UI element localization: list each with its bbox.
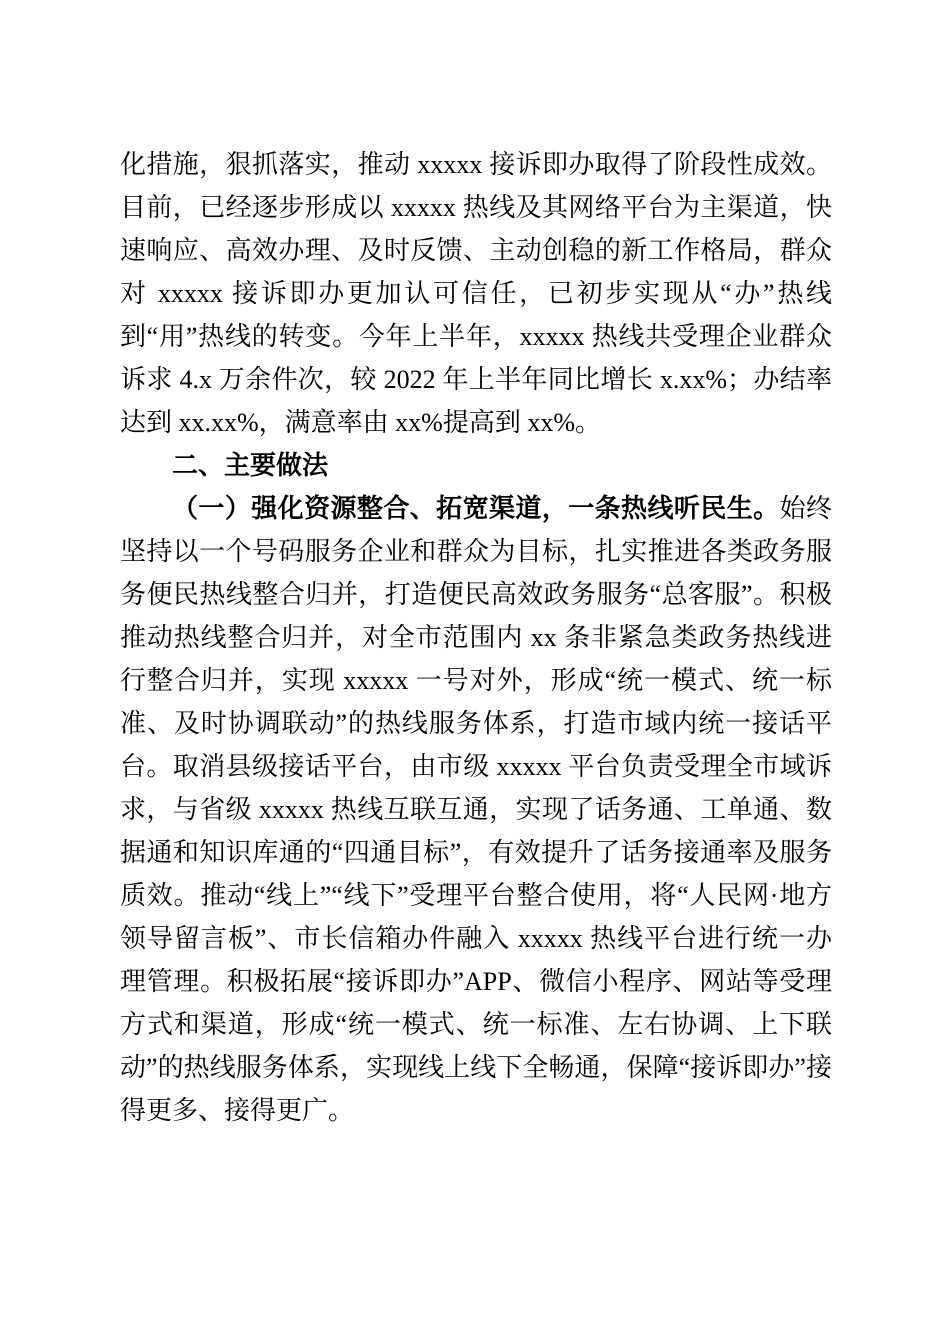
- subsection-body-text: 始终坚持以一个号码服务企业和群众为目标，扎实推进各类政务服务便民热线整合归并，打造便民高效政务服务“总客服”。积极推动热线整合归并，对全市范围内 xx 条非紧急类政务热线进行整合归并，实现 xxxxx 一号对外，形成“统一模式、统一标准、及时协调联动”的热线服务体系，打造市域内统一接话平台。取消县级接话平台，由市级 xxxxx 平台负责受理全市域诉求，与省级 xxxxx 热线互联互通，实现了话务通、工单通、数据通和知识库通的“四通目标”，有效提升了话务接通率及服务质效。推动“线上”“线下”受理平台整合使用，将“人民网·地方领导留言板”、市长信箱办件融入 xxxxx 热线平台进行统一办理管理。积极拓展“接诉即办”APP、微信小程序、网站等受理方式和渠道，形成“统一模式、统一标准、左右协调、上下联动”的热线服务体系，实现线上线下全畅通，保障“接诉即办”接得更多、接得更广。: [120, 494, 832, 1125]
- section-heading: 二、主要做法: [172, 450, 329, 480]
- subsection-paragraph: [120, 487, 832, 1132]
- subsection-lead-bold: （一）强化资源整合、拓宽渠道，一条热线听民生。: [172, 494, 780, 523]
- paragraph-continuation: 化措施，狠抓落实，推动 xxxxx 接诉即办取得了阶段性成效。目前，已经逐步形成以 xxxxx 热线及其网络平台为主渠道，快速响应、高效办理、及时反馈、主动创稳的新工作格局，群众对 xxxxx 接诉即办更加认可信任，已初步实现从“办”热线到“用”热线的转变。今年上半年，xxxxx 热线共受理企业群众诉求 4.x 万余件次，较 2022 年上半年同比增长 x.xx%；办结率达到 xx.xx%，满意率由 xx%提高到 xx%。: [120, 150, 832, 437]
